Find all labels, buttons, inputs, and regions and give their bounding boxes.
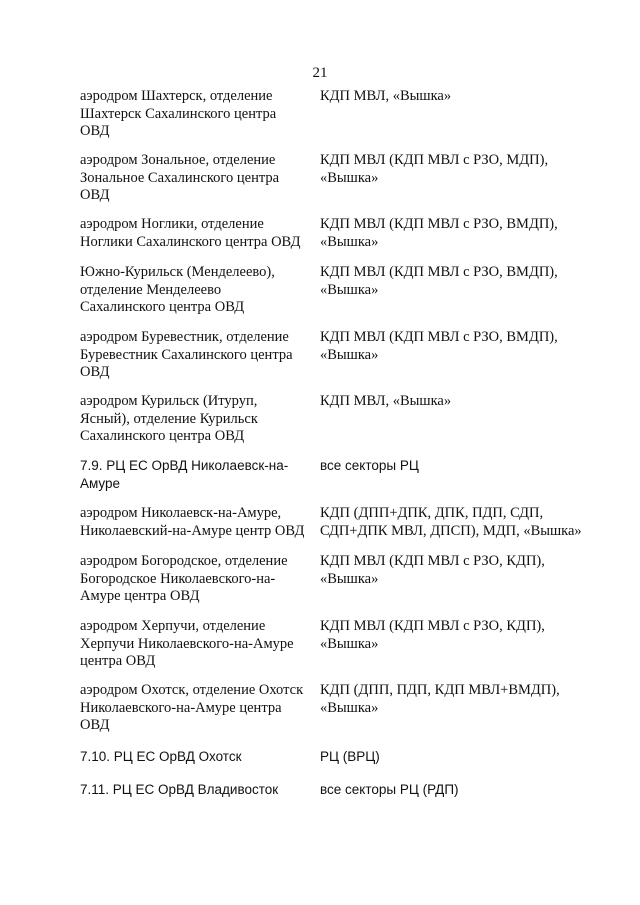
row-left-cell: аэродром Николаевск-на-Амуре, Николаевский-на-Амуре центр ОВД	[80, 505, 305, 539]
row-left-cell: Южно-Курильск (Менделеево), отделение Менделеево Сахалинского центра ОВД	[80, 264, 275, 315]
row-right-cell: КДП МВЛ (КДП МВЛ с РЗО, ВМДП), «Вышка»	[320, 264, 558, 298]
row-right-cell: КДП МВЛ (КДП МВЛ с РЗО, ВМДП), «Вышка»	[320, 329, 558, 363]
section-heading-left: 7.9. РЦ ЕС ОрВД Николаевск-на- Амуре	[80, 458, 289, 491]
row-left-cell: аэродром Курильск (Итуруп, Ясный), отделение Курильск Сахалинского центра ОВД	[80, 393, 258, 444]
row-right-cell: КДП (ДПП, ПДП, КДП МВЛ+ВМДП), «Вышка»	[320, 682, 560, 716]
section-heading-left: 7.10. РЦ ЕС ОрВД Охотск	[80, 749, 242, 764]
section-heading-left: 7.11. РЦ ЕС ОрВД Владивосток	[80, 782, 279, 797]
row-left-cell: аэродром Богородское, отделение Богородское Николаевского-на- Амуре центра ОВД	[80, 553, 288, 604]
page-number: 21	[312, 65, 328, 81]
row-right-cell: КДП МВЛ (КДП МВЛ с РЗО, МДП), «Вышка»	[320, 152, 549, 186]
row-right-cell: КДП МВЛ, «Вышка»	[320, 393, 452, 409]
section-heading-right: РЦ (ВРЦ)	[320, 749, 380, 764]
row-right-cell: КДП МВЛ (КДП МВЛ с РЗО, КДП), «Вышка»	[320, 553, 545, 587]
row-left-cell: аэродром Буревестник, отделение Буревестник Сахалинского центра ОВД	[80, 329, 293, 380]
row-left-cell: аэродром Ноглики, отделение Ноглики Сахалинского центра ОВД	[80, 216, 301, 250]
row-right-cell: КДП МВЛ (КДП МВЛ с РЗО, ВМДП), «Вышка»	[320, 216, 558, 250]
row-left-cell: аэродром Охотск, отделение Охотск Николаевского-на-Амуре центра ОВД	[80, 682, 304, 733]
row-left-cell: аэродром Херпучи, отделение Херпучи Николаевского-на-Амуре центра ОВД	[80, 618, 294, 669]
row-right-cell: КДП МВЛ, «Вышка»	[320, 88, 452, 104]
section-heading-right: все секторы РЦ	[320, 458, 419, 473]
row-left-cell: аэродром Шахтерск, отделение Шахтерск Сахалинского центра ОВД	[80, 88, 277, 139]
row-right-cell: КДП МВЛ (КДП МВЛ с РЗО, КДП), «Вышка»	[320, 618, 545, 652]
section-heading-right: все секторы РЦ (РДП)	[320, 782, 459, 797]
row-right-cell: КДП (ДПП+ДПК, ДПК, ПДП, СДП, СДП+ДПК МВЛ, ДПСП), МДП, «Вышка»	[320, 505, 582, 539]
row-left-cell: аэродром Зональное, отделение Зональное Сахалинского центра ОВД	[80, 152, 280, 203]
